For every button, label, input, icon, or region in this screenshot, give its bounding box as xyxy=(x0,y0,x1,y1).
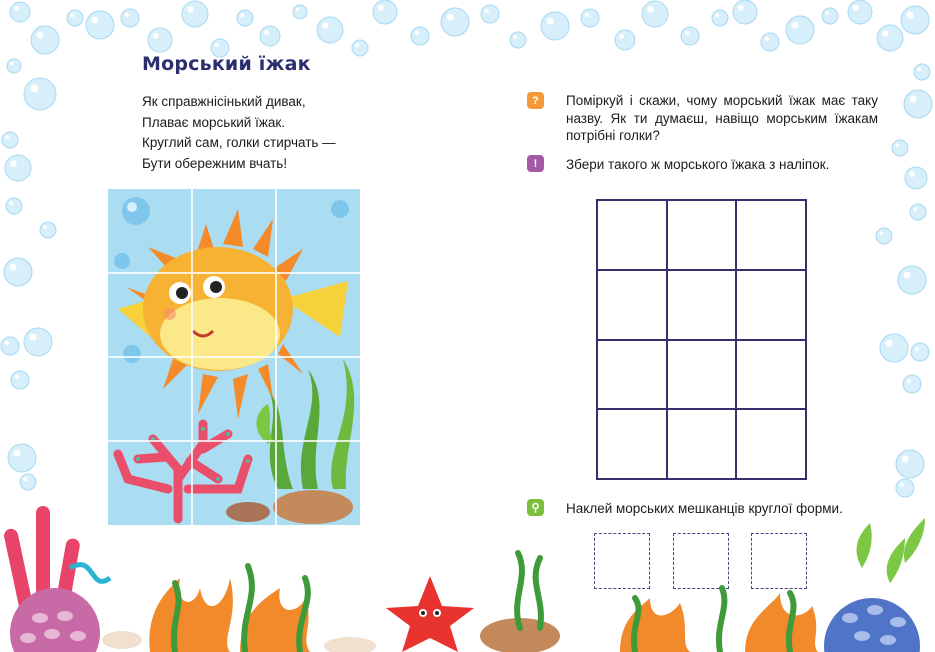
bubble xyxy=(642,1,668,27)
bubble-highlight xyxy=(30,84,38,92)
sticker-cell[interactable] xyxy=(597,270,667,340)
bubble xyxy=(896,450,924,478)
bubble xyxy=(11,371,29,389)
bubble xyxy=(86,11,114,39)
bubble-highlight xyxy=(547,18,554,25)
bubble-highlight xyxy=(585,13,590,18)
bubble-highlight xyxy=(9,201,13,205)
bubble xyxy=(911,343,929,361)
bubble-highlight xyxy=(30,334,37,341)
bubble xyxy=(8,444,36,472)
bubble xyxy=(373,0,397,24)
bubble xyxy=(260,26,280,46)
bubble xyxy=(904,90,932,118)
bubble-highlight xyxy=(715,13,719,17)
bubble xyxy=(24,78,56,110)
bubble-highlight xyxy=(825,11,829,15)
bubble xyxy=(896,479,914,497)
bubble xyxy=(20,474,36,490)
bubble xyxy=(1,337,19,355)
bubble xyxy=(901,6,929,34)
bubble xyxy=(7,59,21,73)
bubble xyxy=(905,167,927,189)
poem-line: Бути обережним вчать! xyxy=(142,155,288,171)
bubble xyxy=(848,0,872,24)
bubble-highlight xyxy=(902,456,909,463)
seabed-decoration xyxy=(0,498,935,652)
sea-urchin-puzzle-image xyxy=(108,189,360,525)
page-title: Морський їжак xyxy=(142,53,311,75)
bubble xyxy=(121,9,139,27)
bubble xyxy=(6,198,22,214)
bubble-highlight xyxy=(322,22,329,29)
bubble xyxy=(4,258,32,286)
bubble-highlight xyxy=(647,6,654,13)
bubble xyxy=(733,0,757,24)
bubble-highlight xyxy=(10,264,17,271)
bubble xyxy=(31,26,59,54)
bubble-highlight xyxy=(685,31,690,36)
bubble xyxy=(148,28,172,52)
bubble-highlight xyxy=(904,272,911,279)
bubble-highlight xyxy=(765,37,770,42)
bubble xyxy=(914,64,930,80)
bubble xyxy=(615,30,635,50)
bubble-highlight xyxy=(738,5,744,11)
bubble-highlight xyxy=(485,9,490,14)
bubble-highlight xyxy=(153,33,159,39)
exclamation-icon: ! xyxy=(527,155,544,172)
bubble-highlight xyxy=(447,14,454,21)
bubble xyxy=(67,10,83,26)
bubble-highlight xyxy=(70,13,74,17)
bubble-highlight xyxy=(92,17,99,24)
bubble xyxy=(822,8,838,24)
bubble xyxy=(352,40,368,56)
bubble xyxy=(880,334,908,362)
poem-line: Як справжнісінький дивак, xyxy=(142,94,306,109)
puzzle-grid-lines xyxy=(108,189,360,525)
bubble-highlight xyxy=(355,43,359,47)
bubble xyxy=(910,204,926,220)
bubble-highlight xyxy=(882,30,889,37)
sticker-grid xyxy=(596,199,807,480)
bubble-highlight xyxy=(125,13,130,18)
bubble-highlight xyxy=(792,22,799,29)
sticker-cell[interactable] xyxy=(667,270,737,340)
bubble-highlight xyxy=(909,171,915,177)
sticker-cell[interactable] xyxy=(736,409,806,479)
task-text: Наклей морських мешканців круглої форми. xyxy=(566,501,843,516)
bubble xyxy=(712,10,728,26)
bubble-highlight xyxy=(5,135,9,139)
bubble xyxy=(510,32,526,48)
sticker-cell[interactable] xyxy=(597,409,667,479)
bubble xyxy=(581,9,599,27)
bubble xyxy=(411,27,429,45)
bubble-highlight xyxy=(378,5,384,11)
bubble-highlight xyxy=(15,375,20,380)
bubble xyxy=(876,228,892,244)
bubble xyxy=(877,25,903,51)
bubble xyxy=(903,375,921,393)
bubble-highlight xyxy=(895,143,899,147)
bubble-highlight xyxy=(37,32,44,39)
bubble-highlight xyxy=(187,6,194,13)
poem-line: Плаває морський їжак. xyxy=(142,114,286,130)
sticker-cell[interactable] xyxy=(597,200,667,270)
bubble-highlight xyxy=(915,347,920,352)
poem-line: Круглий сам, голки стирчать — xyxy=(142,135,336,150)
bubble-highlight xyxy=(5,341,10,346)
sticker-cell[interactable] xyxy=(597,340,667,410)
bubble-highlight xyxy=(296,8,300,12)
sticker-cell[interactable] xyxy=(736,340,806,410)
bubble xyxy=(237,10,253,26)
bubble xyxy=(786,16,814,44)
poem xyxy=(142,92,336,174)
bubble xyxy=(293,5,307,19)
bubble-highlight xyxy=(853,5,859,11)
bubble-highlight xyxy=(913,207,917,211)
bubble-highlight xyxy=(907,379,912,384)
bubble-highlight xyxy=(619,34,624,39)
bubble xyxy=(481,5,499,23)
bubble-highlight xyxy=(415,31,420,36)
bubble-highlight xyxy=(917,67,921,71)
bubble-highlight xyxy=(900,483,905,488)
bubble-highlight xyxy=(10,62,14,66)
bubble-highlight xyxy=(264,30,269,35)
bubble xyxy=(24,328,52,356)
bubble-highlight xyxy=(240,13,244,17)
sticker-cell[interactable] xyxy=(736,270,806,340)
task-text: Збери такого ж морського їжака з наліпок. xyxy=(566,157,830,172)
question-icon: ? xyxy=(527,92,544,109)
bubble xyxy=(2,132,18,148)
bubble xyxy=(892,140,908,156)
bubble xyxy=(182,1,208,27)
sticker-cell[interactable] xyxy=(667,409,737,479)
bubble-highlight xyxy=(879,231,883,235)
sticker-cell[interactable] xyxy=(667,200,737,270)
task-text: Поміркуй і скажи, чому морський їжак має таку назву. Як ти думаєш, навіщо морським їжакам потрібні голки? xyxy=(566,93,878,143)
bubble-highlight xyxy=(43,225,47,229)
bubble xyxy=(317,17,343,43)
bubble xyxy=(441,8,469,36)
magnifier-icon: ⚲ xyxy=(527,499,544,516)
bubble xyxy=(681,27,699,45)
bubble xyxy=(541,12,569,40)
bubble-highlight xyxy=(215,43,220,48)
bubble-highlight xyxy=(886,340,893,347)
bubble-highlight xyxy=(10,160,17,167)
bubble xyxy=(761,33,779,51)
bubble xyxy=(10,2,30,22)
bubble xyxy=(898,266,926,294)
sticker-cell[interactable] xyxy=(667,340,737,410)
bubble-highlight xyxy=(910,96,917,103)
bubble xyxy=(5,155,31,181)
bubble-highlight xyxy=(14,450,21,457)
bubble-highlight xyxy=(907,12,914,19)
bubble xyxy=(40,222,56,238)
bubble-highlight xyxy=(513,35,517,39)
bubble-highlight xyxy=(14,6,19,11)
sticker-cell[interactable] xyxy=(736,200,806,270)
bubble-highlight xyxy=(23,477,27,481)
